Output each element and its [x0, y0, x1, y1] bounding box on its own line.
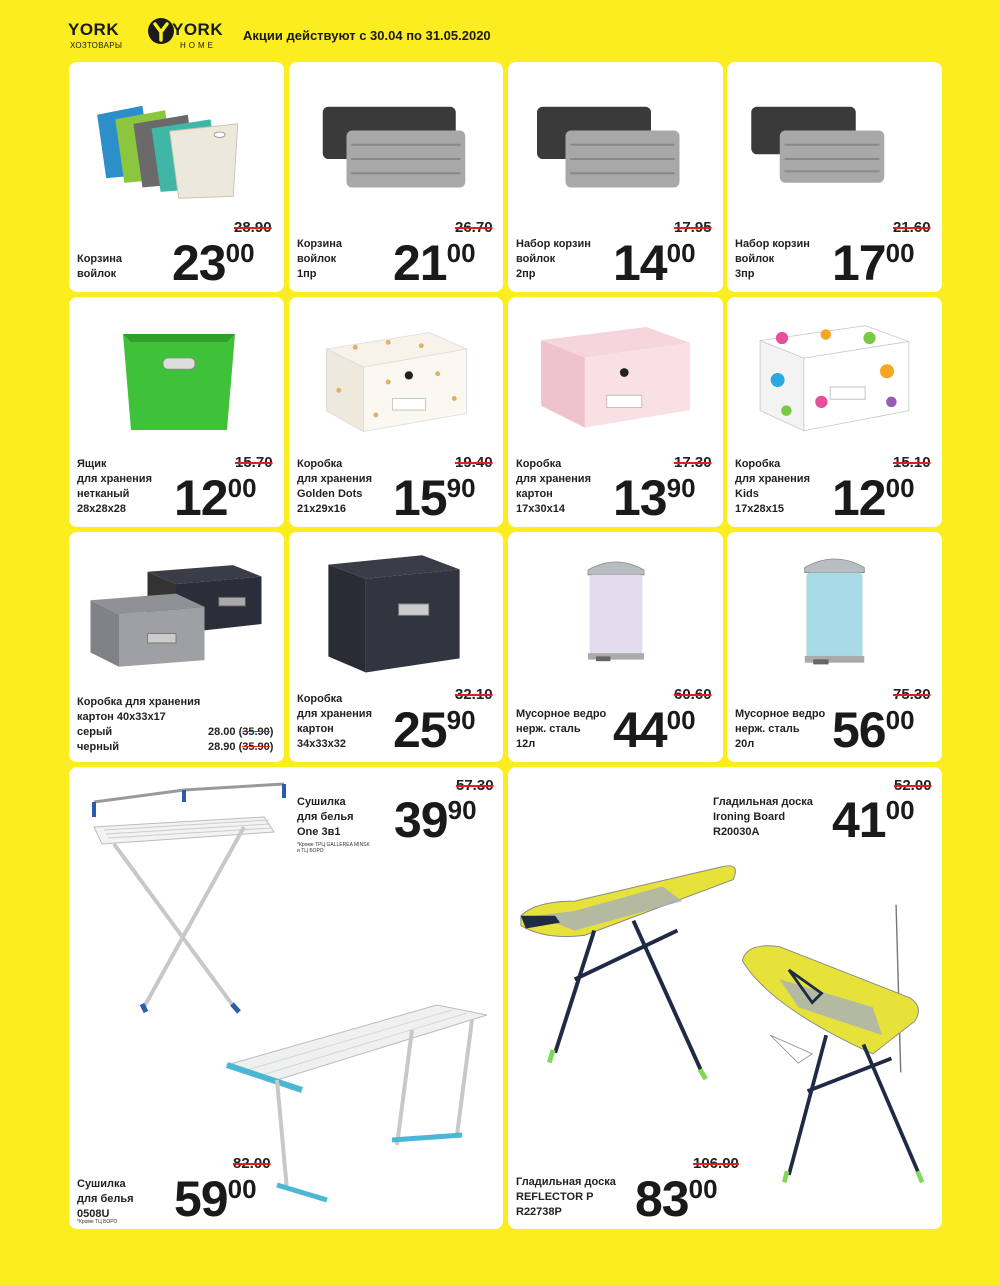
promo-dates: Акции действуют с 30.04 по 31.05.2020 [243, 28, 491, 43]
price-int: 17 [832, 235, 886, 291]
sale-price [613, 702, 696, 758]
old-price: 32.10 [455, 686, 493, 703]
product-name: Набор корзин войлок 3пр [735, 238, 810, 280]
old-price: 15.70 [235, 454, 273, 471]
grey-black-boxes-image [81, 557, 271, 672]
sale-price [172, 235, 255, 291]
product-name: Коробка для хранения картон 40x33x17 [77, 696, 201, 723]
price-cents: 00 [446, 238, 476, 268]
product-name: Корзина войлок [77, 253, 122, 280]
variant-label: черный [77, 741, 120, 753]
old-price: 15.10 [893, 454, 931, 471]
product-name: Мусорное ведро нерж. сталь 20л [735, 708, 826, 750]
felt-baskets-set-2-image [518, 87, 708, 212]
product-card-felt-basket-1pr[interactable] [289, 62, 503, 292]
price-cents: 00 [885, 795, 915, 825]
old-price: 17.30 [674, 454, 712, 471]
price-cents: 90 [666, 473, 696, 503]
old-price: 52.00 [894, 777, 932, 794]
product-name: Набор корзин войлок 2пр [516, 238, 591, 280]
sale-price [832, 792, 915, 848]
old-price: 57.30 [456, 777, 494, 794]
sale-price [393, 470, 476, 526]
sale-price [832, 470, 915, 526]
product-name: Гладильная доска REFLECTOR P R22738P [516, 1176, 616, 1218]
variant-old-price: 35.90 [242, 741, 270, 753]
price-int: 12 [174, 470, 228, 526]
old-price: 28.90 [234, 219, 272, 236]
price-int: 44 [613, 702, 667, 758]
old-price: 75.30 [893, 686, 931, 703]
price-cents: 00 [688, 1174, 718, 1204]
product-note: *Кроме ТРЦ GALLEREA MINSK и ТЦ БОРО [297, 842, 370, 854]
variant-price: 28.90 (35.90) [208, 741, 274, 753]
price-int: 13 [613, 470, 667, 526]
variant-label: серый [77, 726, 113, 738]
brand-right-sub: HOME [180, 41, 216, 50]
product-name: Коробка для хранения картон 34x33x32 [297, 693, 372, 750]
old-price: 21.60 [893, 219, 931, 236]
product-name: Сушилка для белья 0508U [77, 1178, 134, 1220]
old-price: 60.60 [674, 686, 712, 703]
price-int: 41 [832, 792, 886, 848]
product-name: Сушилка для белья One 3в1 [297, 796, 354, 838]
variant-price: 28.00 (35.90) [208, 726, 274, 738]
product-card-pink-box[interactable] [508, 297, 723, 527]
price-cents: 00 [227, 1174, 257, 1204]
price-cents: 00 [666, 705, 696, 735]
price-int: 25 [393, 702, 447, 758]
ironing-board-r20030a-image [516, 857, 741, 1092]
price-cents: 00 [885, 705, 915, 735]
price-int: 56 [832, 702, 886, 758]
product-card-golden-dots[interactable] [289, 297, 503, 527]
product-card-dryers[interactable] [69, 767, 503, 1229]
product-name: Ящик для хранения нетканый 28x28x28 [77, 458, 152, 515]
golden-dots-box-image [314, 317, 479, 447]
product-card-felt-basket[interactable] [69, 62, 284, 292]
price-int: 21 [393, 235, 447, 291]
sale-price [393, 702, 476, 758]
sale-price [393, 235, 476, 291]
price-cents: 00 [885, 238, 915, 268]
pink-box-image [528, 317, 703, 442]
old-price: 19.40 [455, 454, 493, 471]
price-cents: 00 [666, 238, 696, 268]
price-cents: 90 [446, 473, 476, 503]
old-price: 26.70 [455, 219, 493, 236]
product-card-felt-set-3[interactable] [727, 62, 942, 292]
sale-price [832, 235, 915, 291]
price-cents: 00 [227, 473, 257, 503]
product-card-ironing-boards[interactable] [508, 767, 942, 1229]
kids-flower-box-image [747, 315, 922, 445]
sale-price [613, 235, 696, 291]
sale-price [174, 470, 257, 526]
variant-black [77, 740, 277, 755]
price-cents: 00 [225, 238, 255, 268]
product-card-green-cube[interactable] [69, 297, 284, 527]
price-int: 59 [174, 1171, 228, 1227]
sale-price [394, 792, 477, 848]
brand-left-sub: ХОЗТОВАРЫ [70, 41, 123, 50]
green-storage-cube-image [99, 312, 259, 452]
york-logo [68, 14, 228, 58]
price-cents: 00 [885, 473, 915, 503]
sale-price [613, 470, 696, 526]
sale-price [635, 1171, 718, 1227]
page-header [68, 14, 938, 58]
product-card-felt-set-2[interactable] [508, 62, 723, 292]
product-card-bin-12l[interactable] [508, 532, 723, 762]
felt-baskets-grey-image [299, 87, 489, 212]
variant-price-value: 28.90 [208, 741, 236, 753]
variant-price-value: 28.00 [208, 726, 236, 738]
black-box-image [319, 544, 469, 679]
product-name: Коробка для хранения Golden Dots 21x29x16 [297, 458, 372, 515]
brand-left: YORK [68, 20, 120, 39]
old-price: 17.95 [674, 219, 712, 236]
price-int: 14 [613, 235, 667, 291]
product-card-grey-black-boxes[interactable] [69, 532, 284, 762]
price-int: 15 [393, 470, 447, 526]
product-card-black-box[interactable] [289, 532, 503, 762]
blue-pedal-bin-image [792, 544, 877, 676]
variant-grey [77, 725, 277, 740]
sale-price [832, 702, 915, 758]
price-int: 12 [832, 470, 886, 526]
price-cents: 90 [446, 705, 476, 735]
product-name: Коробка для хранения картон 17x30x14 [516, 458, 591, 515]
product-card-bin-20l[interactable] [727, 532, 942, 762]
variant-old-price: 35.90 [242, 726, 270, 738]
clothes-dryer-0508u-image [217, 985, 497, 1205]
product-name: Мусорное ведро нерж. сталь 12л [516, 708, 607, 750]
ironing-board-reflector-image [733, 872, 938, 1217]
old-price: 106.00 [693, 1155, 739, 1172]
felt-baskets-colorful-image [79, 77, 274, 207]
lilac-pedal-bin-image [576, 544, 656, 676]
old-price: 82.00 [233, 1155, 271, 1172]
felt-baskets-set-3-image [737, 87, 927, 212]
product-note: *Кроме ТЦ БОРО [77, 1219, 118, 1225]
brand-right: YORK [172, 20, 224, 39]
product-card-kids-box[interactable] [727, 297, 942, 527]
price-cents: 90 [447, 795, 477, 825]
product-name: Корзина войлок 1пр [297, 238, 342, 280]
product-name: Коробка для хранения Kids 17x28x15 [735, 458, 810, 515]
product-name: Гладильная доска Ironing Board R20030A [713, 796, 813, 838]
sale-price [174, 1171, 257, 1227]
price-int: 23 [172, 235, 226, 291]
price-int: 83 [635, 1171, 689, 1227]
price-int: 39 [394, 792, 448, 848]
